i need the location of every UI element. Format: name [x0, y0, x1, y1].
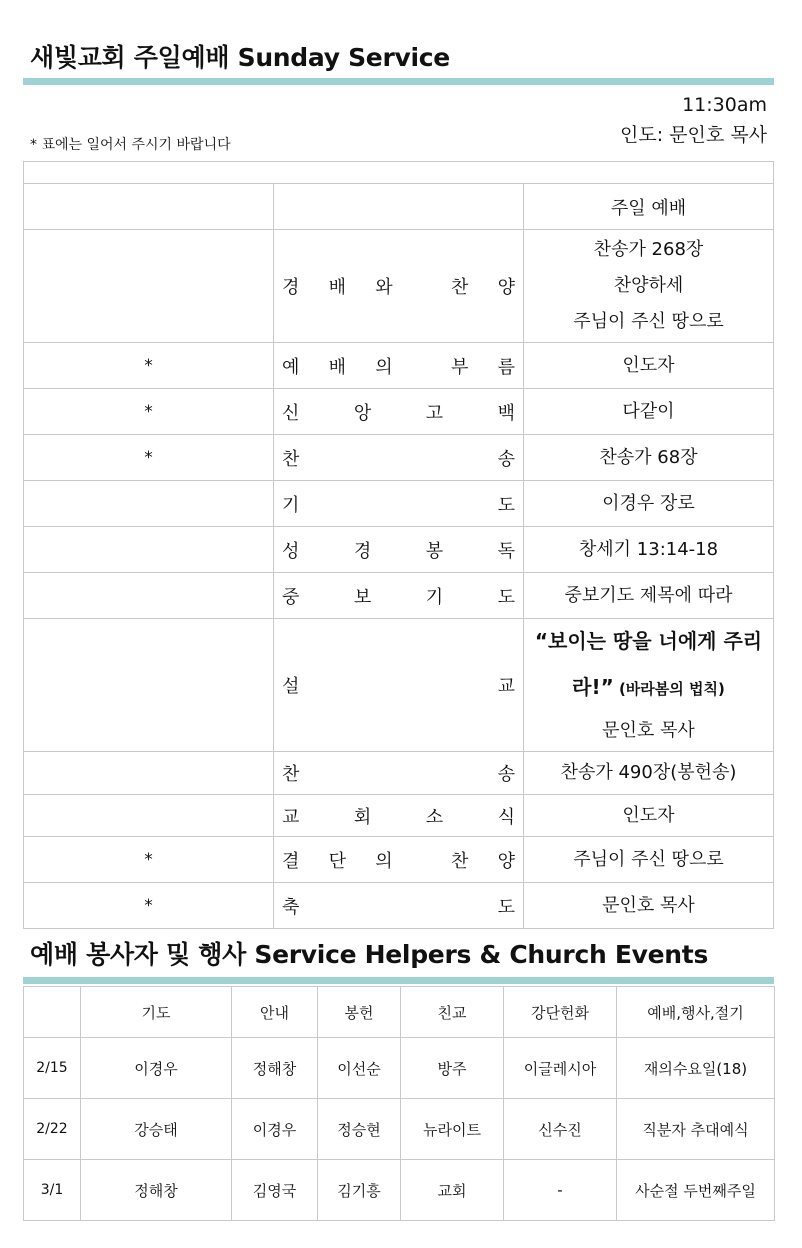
- item-content: [524, 573, 774, 619]
- helper-cell: 정해창: [232, 1038, 318, 1099]
- standing-note: * 표에는 일어서 주시기 바랍니다: [30, 137, 231, 153]
- table-row: [24, 389, 774, 435]
- standing-marker: [24, 230, 274, 343]
- event-date: 3/1: [24, 1160, 81, 1221]
- page-title: 새빛교회 주일예배 Sunday Service: [30, 43, 450, 72]
- helper-cell: 강승태: [81, 1099, 232, 1160]
- item-content: [524, 883, 774, 929]
- helper-cell: 이경우: [232, 1099, 318, 1160]
- label-char: 고: [425, 402, 444, 424]
- label-char: 찬: [282, 764, 300, 785]
- content-line: 찬송가 68장: [599, 446, 698, 468]
- item-label: [274, 435, 524, 481]
- service-leader: 인도: 문인호 목사: [620, 124, 767, 146]
- item-content: [524, 230, 774, 343]
- helpers-row: [24, 1099, 775, 1160]
- event-date: 2/22: [24, 1099, 81, 1160]
- standing-marker: *: [24, 389, 274, 435]
- label-char: 배: [328, 356, 346, 378]
- content-line: 다같이: [622, 400, 675, 422]
- label-char: 단: [328, 850, 346, 872]
- label-char: 설: [282, 676, 300, 697]
- order-of-service-table: [23, 161, 774, 929]
- item-label-text: [274, 760, 523, 786]
- label-char: 의: [375, 356, 393, 378]
- item-label: [274, 752, 524, 795]
- table-row: [24, 435, 774, 481]
- helpers-table: [23, 986, 775, 1221]
- item-label: [274, 795, 524, 837]
- label-char: 봉: [425, 540, 444, 562]
- item-content: [524, 435, 774, 481]
- helper-cell: 방주: [401, 1038, 504, 1099]
- helper-cell: 뉴라이트: [401, 1099, 504, 1160]
- item-label-text: [274, 672, 523, 698]
- sermon-heading: [524, 619, 773, 711]
- content-line: 인도자: [622, 804, 675, 826]
- sermon-speaker: 문인호 목사: [602, 720, 695, 741]
- item-content: [524, 752, 774, 795]
- standing-marker: [24, 527, 274, 573]
- star-cell: [24, 184, 274, 230]
- item-label-text: [274, 399, 523, 425]
- label-char: 독: [497, 540, 515, 562]
- label-char: 의: [375, 850, 393, 872]
- content-line: 문인호 목사: [602, 894, 695, 916]
- item-label-text: [274, 353, 523, 379]
- label-char: 보: [353, 586, 372, 608]
- table-header-row: [24, 184, 774, 230]
- item-label: [274, 619, 524, 752]
- helper-cell: 김기흥: [318, 1160, 401, 1221]
- helpers-row: [24, 1160, 775, 1221]
- item-label: [274, 343, 524, 389]
- item-content: [524, 481, 774, 527]
- label-char: 교: [497, 676, 515, 697]
- helper-cell: 정해창: [81, 1160, 232, 1221]
- label-char: 교: [282, 806, 300, 828]
- content-line: 찬송가 490장(봉헌송): [560, 762, 737, 783]
- table-row: [24, 883, 774, 929]
- helper-cell: 교회: [401, 1160, 504, 1221]
- table-row: [24, 752, 774, 795]
- helper-cell: 김영국: [232, 1160, 318, 1221]
- label-char: 와: [375, 277, 393, 298]
- label-char: 찬: [282, 448, 300, 470]
- label-char: 송: [497, 764, 515, 785]
- label-char: 양: [497, 850, 515, 872]
- standing-marker: *: [24, 837, 274, 883]
- item-content: [524, 619, 774, 752]
- item-label: [274, 573, 524, 619]
- label-cell: [274, 184, 524, 230]
- label-char: 경: [282, 277, 300, 298]
- item-label: [274, 230, 524, 343]
- content-line: 찬양하세: [613, 275, 684, 296]
- helper-cell: 이선순: [318, 1038, 401, 1099]
- item-content: [524, 795, 774, 837]
- label-char: 축: [282, 896, 300, 918]
- standing-marker: [24, 752, 274, 795]
- helper-cell: 신수진: [504, 1099, 617, 1160]
- helper-cell: 정승현: [318, 1099, 401, 1160]
- sermon-subtitle: (바라봄의 법칙): [613, 680, 725, 698]
- helper-cell: 이글레시아: [504, 1038, 617, 1099]
- helpers-row: [24, 1038, 775, 1099]
- item-label-text: [274, 445, 523, 471]
- label-char: 회: [353, 806, 372, 828]
- helper-cell: 사순절 두번째주일: [617, 1160, 775, 1221]
- helper-cell: 직분자 추대예식: [617, 1099, 775, 1160]
- label-char: 름: [497, 356, 515, 378]
- standing-marker: [24, 619, 274, 752]
- table-row: [24, 343, 774, 389]
- title-underline: [23, 78, 774, 85]
- label-char: 찬: [450, 850, 469, 872]
- standing-marker: *: [24, 435, 274, 481]
- item-label: [274, 481, 524, 527]
- column-header: 친교: [401, 987, 504, 1038]
- column-header: 봉헌: [318, 987, 401, 1038]
- item-label: [274, 837, 524, 883]
- table-row: [24, 573, 774, 619]
- table-top-spacer: [24, 162, 774, 184]
- content-line: 인도자: [622, 354, 675, 376]
- label-char: 기: [282, 494, 300, 516]
- item-content: [524, 389, 774, 435]
- helpers-title: 예배 봉사자 및 행사 Service Helpers & Church Events: [30, 940, 709, 969]
- sermon-title: “보이는 땅을 너에게 주리라!”: [534, 629, 763, 699]
- item-label-text: [274, 803, 523, 829]
- label-char: 부: [450, 356, 469, 378]
- item-content: [524, 343, 774, 389]
- content-line: 이경우 장로: [602, 492, 695, 514]
- label-char: 송: [497, 448, 515, 470]
- table-row: [24, 795, 774, 837]
- label-char: 도: [497, 896, 515, 918]
- content-line: 창세기 13:14-18: [578, 538, 719, 560]
- standing-marker: [24, 795, 274, 837]
- item-label-text: [274, 273, 523, 299]
- label-char: 도: [497, 586, 515, 608]
- standing-marker: [24, 573, 274, 619]
- content-line: 주님이 주신 땅으로: [573, 848, 724, 870]
- content-line: 찬송가 268장: [593, 239, 704, 260]
- table-row: [24, 619, 774, 752]
- standing-marker: [24, 481, 274, 527]
- helper-cell: 재의수요일(18): [617, 1038, 775, 1099]
- label-char: 신: [282, 402, 300, 424]
- label-char: 소: [425, 806, 444, 828]
- column-header: 안내: [232, 987, 318, 1038]
- content-line: 중보기도 제목에 따라: [564, 584, 733, 606]
- label-char: 결: [282, 850, 300, 872]
- table-row: [24, 837, 774, 883]
- item-label-text: [274, 893, 523, 919]
- helper-cell: -: [504, 1160, 617, 1221]
- column-header: [24, 987, 81, 1038]
- label-char: 기: [425, 586, 444, 608]
- label-char: 중: [282, 586, 300, 608]
- service-time: 11:30am: [682, 94, 767, 116]
- label-char: 예: [282, 356, 300, 378]
- label-char: 양: [497, 277, 515, 298]
- item-content: [524, 837, 774, 883]
- item-label: [274, 389, 524, 435]
- label-char: 성: [282, 540, 300, 562]
- helpers-title-underline: [23, 977, 774, 984]
- item-label-text: [274, 491, 523, 517]
- helper-cell: 이경우: [81, 1038, 232, 1099]
- event-date: 2/15: [24, 1038, 81, 1099]
- item-content: [524, 527, 774, 573]
- label-char: 찬: [450, 277, 469, 298]
- item-label: [274, 527, 524, 573]
- item-label-text: [274, 537, 523, 563]
- label-char: 백: [497, 402, 515, 424]
- label-char: 식: [497, 806, 515, 828]
- column-header: 기도: [81, 987, 232, 1038]
- label-char: 경: [353, 540, 372, 562]
- item-label-text: [274, 847, 523, 873]
- standing-marker: *: [24, 883, 274, 929]
- label-char: 배: [328, 277, 346, 298]
- content-line: 주님이 주신 땅으로: [573, 311, 724, 332]
- item-label: [274, 883, 524, 929]
- table-row: [24, 230, 774, 343]
- label-char: 앙: [353, 402, 372, 424]
- table-row: [24, 481, 774, 527]
- standing-marker: *: [24, 343, 274, 389]
- label-char: 도: [497, 494, 515, 516]
- column-title: 주일 예배: [524, 184, 774, 230]
- item-label-text: [274, 583, 523, 609]
- column-header: 강단헌화: [504, 987, 617, 1038]
- table-row: [24, 527, 774, 573]
- column-header: 예배,행사,절기: [617, 987, 775, 1038]
